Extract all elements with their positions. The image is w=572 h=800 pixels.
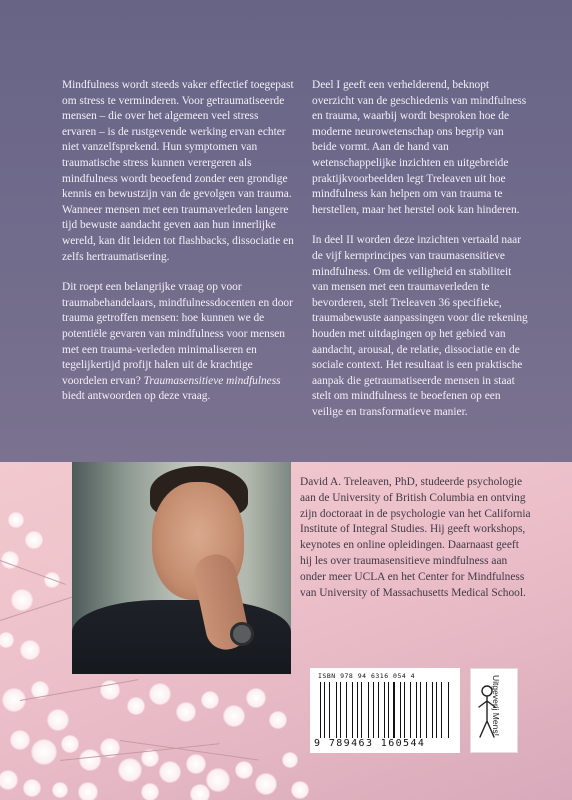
barcode-bar [402,682,403,738]
blurb-paragraph: Deel I geeft een verhelderend, beknopt overzicht van de geschiedenis van mindfulness en trauma, waarbij wordt besproken hoe de moderne neurowetenschap ons begrip van beide vormt. Aan de hand van wetenschappelijke inzichten en uitgebreide praktijkvoorbeelden legt Treleaven uit hoe mindfulness kan helpen om van trauma te herstellen, maar het herstel ook kan hinderen. [312,79,527,216]
blurb-right-column [312,78,530,435]
flower-blossom [8,512,24,528]
flower-blossom [23,779,41,797]
barcode-bar [426,682,427,738]
isbn-label: ISBN 978 94 6316 054 4 [318,672,416,680]
publisher-logo [470,668,518,753]
barcode-bar [348,682,349,738]
barcode-bar [408,682,409,738]
barcode-bar [340,682,341,738]
blurb-paragraph [62,280,294,405]
flower-blossom [186,754,206,774]
flower-blossom [255,773,277,795]
barcode-bar [329,682,330,738]
barcode-bar [337,682,338,738]
barcode-bar [324,682,325,738]
flower-blossom [79,749,101,771]
flower-blossom [223,705,245,727]
flower-blossom [25,531,43,549]
blurb-paragraph: Mindfulness wordt steeds vaker effectief toegepast om stress te verminderen. Voor getraumatiseerde mensen – die over het algemeen veel stress ervaren – is de rustgevende werking ervan echter niet vanzelfsprekend. Hun symptomen van traumatische stress kunnen verergeren als mindfulness wordt beoefend zonder een grondige kennis en bewustzijn van de gevolgen van trauma. Wanneer mensen met een traumaverleden langere tijd bewuste aandacht geven aan hun innerlijke wereld, kan dit leiden tot flashbacks, dissociatie en zelfs hertraumatisering. [62,79,294,263]
flower-blossom [269,711,287,729]
flower-blossom [127,697,145,715]
barcode-bars [320,682,452,738]
blurb-left-column [62,78,294,420]
flower-blossom [176,702,196,722]
barcode-bar [373,682,374,738]
photo-shirt [72,600,291,674]
barcode-bar [416,682,417,738]
barcode-bar [391,682,392,738]
flower-blossom [78,782,98,800]
flower-blossom [201,691,219,709]
book-title-inline: Traumasensitieve mindfulness [143,374,281,387]
flower-blossom [149,683,171,705]
flower-blossom [118,758,142,782]
blurb-text: biedt antwoorden op deze vraag. [62,390,211,403]
barcode-bar [369,682,370,738]
flower-blossom [10,730,30,750]
flower-blossom [61,735,79,753]
flower-blossom [246,688,266,708]
watch-icon [230,622,254,646]
flower-blossom [47,709,69,731]
barcode-bar [354,682,355,738]
barcode-bar [361,682,362,738]
blurb-paragraph: In deel II worden deze inzichten vertaald naar de vijf kernprincipes van traumasensitieve mindfulness. Om de veiligheid en stabiliteit van mensen met een traumaverleden te bevorderen, stelt Treleaven 36 specifieke, traumabewuste aanpassingen voor die rekening houden met uitdagingen op het gebied van aandacht, arousal, de relatie, dissociatie en de sociale context. Het resultaat is een praktische aanpak die getraumatiseerde mensen in staat stelt om mindfulness te beoefenen op een veilige en transformatieve manier. [312,234,528,418]
barcode-bar [436,682,437,738]
flower-blossom [282,752,298,768]
barcode-bar [424,682,425,738]
barcode-bar [393,682,394,738]
flower-blossom [52,782,68,798]
flower-blossom [159,761,181,783]
author-photo [72,462,291,674]
flower-blossom [141,783,159,800]
flower-blossom [20,640,40,660]
flower-blossom [291,781,309,799]
isbn-digits: 9 789463 160544 [314,738,426,749]
flower-blossom [235,761,253,779]
flower-blossom [11,589,33,611]
barcode-bar [449,682,450,738]
publisher-name: Uitgeverij Mens! [491,675,501,736]
blurb-text: Dit roept een belangrijke vraag op voor traumabehandelaars, mindfulnessdocenten en door trauma getroffen mensen: hoe kunnen we de potentiële gevaren van mindfulness voor mensen met een trauma-verleden minimaliseren en tegelijkertijd profijt halen uit de krachtige voordelen ervan? [62,281,293,387]
author-bio: David A. Treleaven, PhD, studeerde psychologie aan de University of British Columbia en ontving zijn doctoraat in de psychologie van het California Institute of Integral Studies. Hij geeft workshops, keynotes en online opleidingen. Daarnaast geeft hij les over traumasensitieve mindfulness aan onder meer UCLA en het Center for Mindfulness van University of Massachusetts Medical School. [300,476,531,599]
barcode-bar [441,682,442,738]
flower-blossom [31,739,57,765]
flower-blossom [190,784,210,800]
flower-blossom [206,768,230,792]
barcode-bar [380,682,381,738]
barcode [310,668,460,753]
